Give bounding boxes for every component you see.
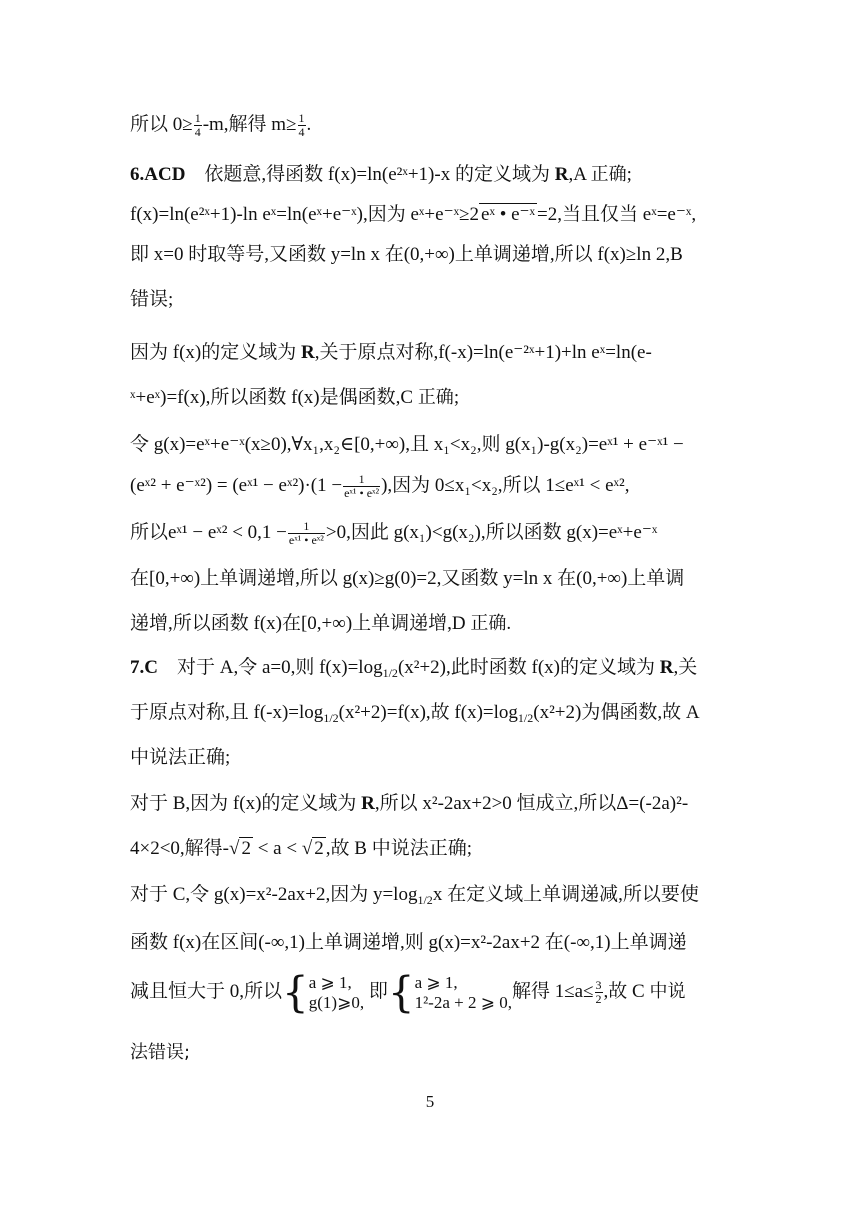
line-5: 因为 f(x)的定义域为 R,关于原点对称,f(-x)=ln(e⁻²ˣ+1)+ln eˣ=ln(e- — [130, 342, 652, 363]
line-19: 减且恒大于 0,所以{ a ⩾ 1, g(1)⩾0, 即{ a ⩾ 1, 1²-2a + 2 ⩾ 0, 解得 1≤a≤ $\frac{3}{2}$ ,故 C 中说 — [130, 967, 686, 1017]
fraction: $\frac{3}{2}$ — [595, 978, 602, 1007]
line-11: 递增,所以函数 f(x)在[0,+∞)上单调递增,D 正确. — [130, 613, 512, 634]
case-system: a ⩾ 1, 1²-2a + 2 ⩾ 0, — [414, 972, 512, 1012]
line-6: ˣ+eˣ)=f(x),所以函数 f(x)是偶函数,C 正确; — [130, 387, 460, 408]
line-18: 函数 f(x)在区间(-∞,1)上单调递增,则 g(x)=x²-2ax+2 在(-∞,1)上单调递 — [130, 932, 687, 953]
fraction: $\frac{1}{\text{eˣ¹ • eˣ²}}$ — [344, 472, 380, 501]
line-17: 对于 C,令 g(x)=x²-2ax+2,因为 $y=\log_{1/2}x$ 在定义域上单调递减,所以要使 — [130, 884, 699, 907]
fraction: $\frac{1}{\text{eˣ¹ • eˣ²}}$ — [288, 519, 324, 548]
line-10: 在[0,+∞)上单调递增,所以 g(x)≥g(0)=2,又函数 y=ln x 在(0,+∞)上单调 — [130, 568, 685, 589]
line-9: 所以eˣ¹ − eˣ² < 0,1 − $\frac{1}{\text{eˣ¹ • eˣ²}}$ >0,因此 g(x₁)<g(x₂),所以函数 g(x)=eˣ+e⁻ˣ — [130, 519, 658, 548]
line-2: f(x)=ln(e²ˣ+1)-ln eˣ=ln(eˣ+e⁻ˣ),因为 eˣ+e⁻ˣ≥2 eˣ • e⁻ˣ =2,当且仅当 eˣ=e⁻ˣ, — [130, 204, 697, 225]
line-12: 7.C 对于 A,令 a=0,则 $f(x)=\log_{1/2}(x^2+2)$,此时函数 f(x)的定义域为 R,关 — [130, 657, 698, 680]
line-13: 于原点对称,且 $f(-x)=\log_{1/2}(x^2+2)=f(x)$,故 $f(x)=\log_{1/2}(x^2+2)$为偶函数,故 A — [130, 702, 700, 725]
fraction: $\frac{1}{4}$ — [194, 111, 201, 140]
sqrt-expression: eˣ • e⁻ˣ — [481, 204, 536, 225]
page-number: 5 — [425, 1092, 435, 1111]
line-7: 令 g(x)=eˣ+e⁻ˣ(x≥0),∀x₁,x₂∈[0,+∞),且 x₁<x₂,则 g(x₁)-g(x₂)=eˣ¹ + e⁻ˣ¹ − — [130, 434, 684, 455]
line-8: (eˣ² + e⁻ˣ²) = (eˣ¹ − eˣ²)·(1 − $\frac{1}{\text{eˣ¹ • eˣ²}}$ ),因为 0≤x₁<x₂,所以 1≤eˣ¹ < eˣ², — [130, 472, 630, 501]
line-14: 中说法正确; — [130, 747, 231, 768]
line-16: 4×2<0,解得-√ 2 < a < √ 2 ,故 B 中说法正确; — [130, 838, 472, 859]
line-1: 6.ACD 依题意,得函数 f(x)=ln(e²ˣ+1)-x 的定义域为 R,A 正确; — [130, 164, 632, 185]
line-3: 即 x=0 时取等号,又函数 y=ln x 在(0,+∞)上单调递增,所以 f(x)≥ln 2,B — [130, 244, 683, 265]
line-15: 对于 B,因为 f(x)的定义域为 R,所以 x²-2ax+2>0 恒成立,所以Δ=(-2a)²- — [130, 793, 689, 814]
case-system: a ⩾ 1, g(1)⩾0, — [308, 972, 365, 1012]
fraction: $\frac{1}{4}$ — [298, 111, 305, 140]
line-0: 所以 0≥ $\frac{1}{4}$ -m,解得 m≥ $\frac{1}{4}$ . — [130, 111, 312, 140]
line-4: 错误; — [130, 289, 174, 310]
line-20: 法错误; — [130, 1042, 191, 1063]
